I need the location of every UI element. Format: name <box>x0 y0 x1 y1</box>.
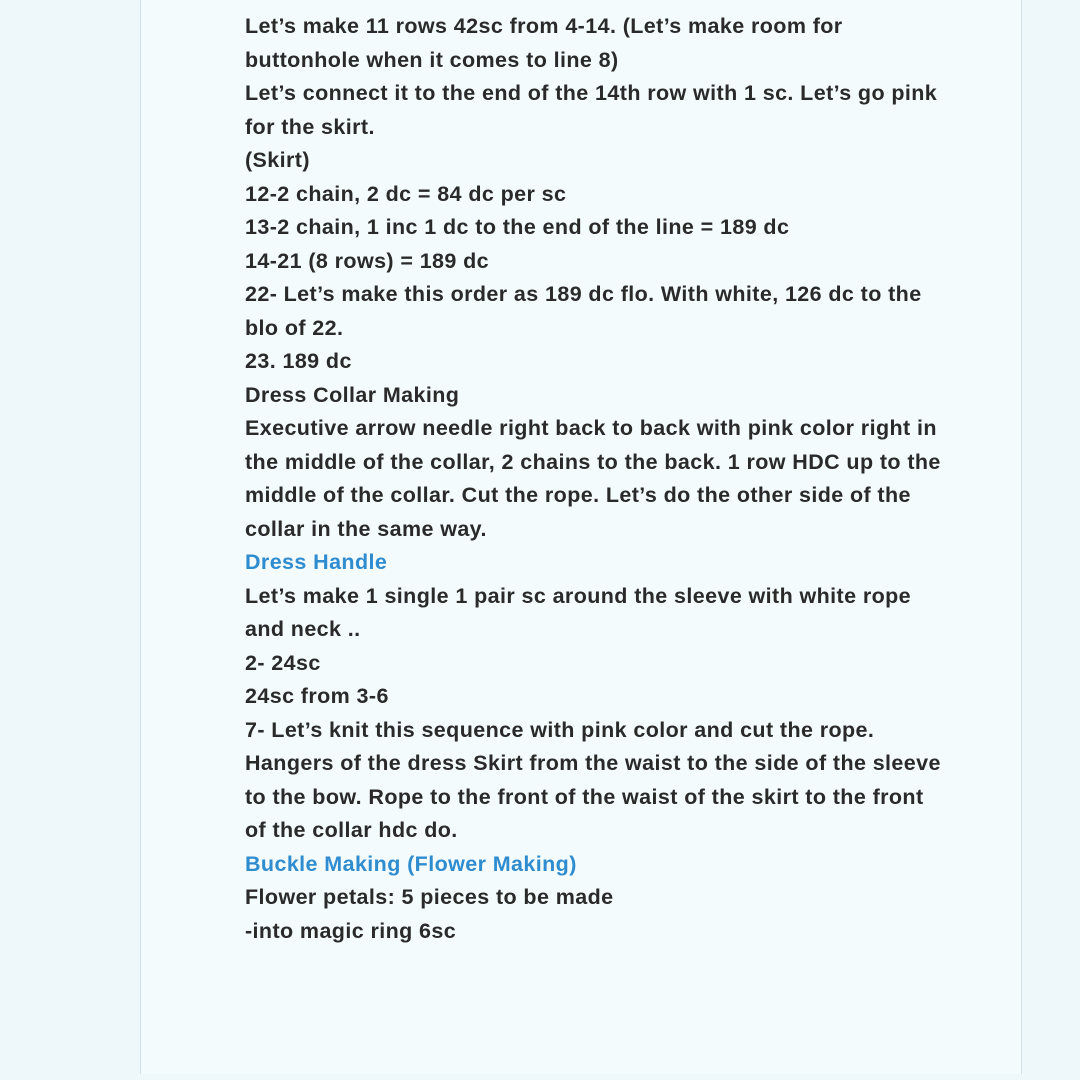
paragraph-connect-row-14: Let’s connect it to the end of the 14th row with 1 sc. Let’s go pink for the skirt. <box>245 81 938 139</box>
handle-rows-3-6: 24sc from 3-6 <box>245 684 389 708</box>
handle-row-7: 7- Let’s knit this sequence with pink color and cut the rope. Hangers of the dress Skirt from the waist to the side of the sleeve to the bow. Rope to the front of the waist of the skirt to the front of the collar hdc do. <box>245 717 941 842</box>
handle-row-2: 2- 24sc <box>245 650 321 675</box>
handle-row-1: Let’s make 1 single 1 pair sc around the sleeve with white rope and neck .. <box>245 583 912 641</box>
collar-heading: Dress Collar Making <box>245 382 460 407</box>
row-22-instruction: 22- Let’s make this order as 189 dc flo. With white, 126 dc to the blo of 22. <box>245 282 922 340</box>
magic-ring-line: -into magic ring 6sc <box>245 918 457 943</box>
pattern-text <box>245 10 945 948</box>
rows-14-21-instruction: 14-21 (8 rows) = 189 dc <box>245 248 490 273</box>
buckle-making-heading[interactable]: Buckle Making (Flower Making) <box>245 851 577 876</box>
row-13-instruction: 13-2 chain, 1 inc 1 dc to the end of the line = 189 dc <box>245 215 790 239</box>
row-12-instruction: 12-2 chain, 2 dc = 84 dc per sc <box>245 181 567 206</box>
paragraph-rows-4-14: Let’s make 11 rows 42sc from 4-14. (Let’s make room for buttonhole when it comes to line 8) <box>245 14 843 72</box>
content-column <box>140 0 1022 1074</box>
dress-handle-heading[interactable]: Dress Handle <box>245 550 388 574</box>
row-23-instruction: 23. 189 dc <box>245 349 352 373</box>
flower-petals-line: Flower petals: 5 pieces to be made <box>245 885 614 909</box>
skirt-label: (Skirt) <box>245 148 310 172</box>
collar-instructions: Executive arrow needle right back to back with pink color right in the middle of the collar, 2 chains to the back. 1 row HDC up to the middle of the collar. Cut the rope. Let’s do the other side of the collar in the same way. <box>245 416 941 541</box>
